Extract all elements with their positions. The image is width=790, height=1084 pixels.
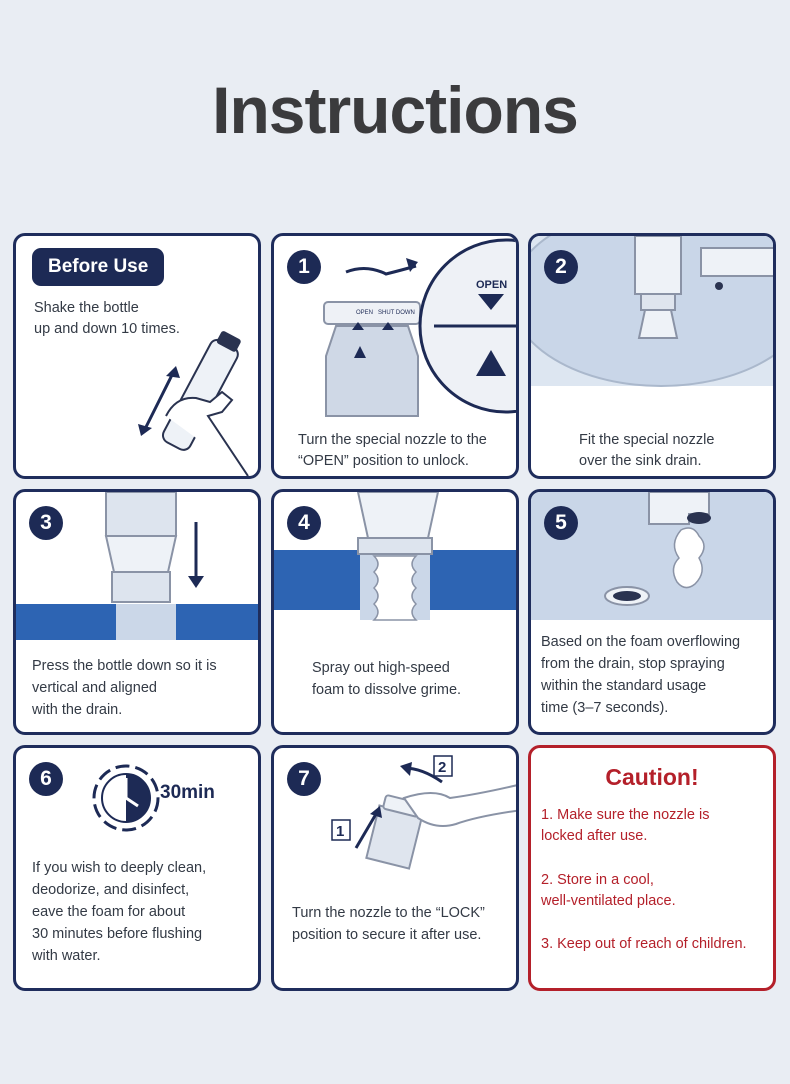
small-shut-label: SHUT DOWN (378, 310, 415, 316)
step-1-text-2: “OPEN” position to unlock. (298, 453, 469, 469)
caution-title: Caution! (605, 764, 699, 790)
step-7-text-1: Turn the nozzle to the “LOCK” (292, 905, 485, 921)
step-6-text-3: eave the foam for about (32, 904, 186, 920)
step-5-badge: 5 (544, 506, 578, 540)
step-2-text-1: Fit the special nozzle (579, 432, 715, 448)
step-5-text-4: time (3–7 seconds). (541, 700, 669, 716)
caution-item-2-line-1: 2. Store in a cool, (541, 872, 654, 888)
step-1-text-1: Turn the special nozzle to the (298, 432, 487, 448)
step-3-text-2: vertical and aligned (32, 680, 157, 696)
step-6-text-4: 30 minutes before flushing (32, 926, 203, 942)
shake-bottle-illustration (16, 236, 261, 479)
timer-label: 30min (160, 782, 215, 803)
card-step-1 (271, 233, 519, 479)
step-7-badge: 7 (287, 762, 321, 796)
step-6-text-2: deodorize, and disinfect, (32, 882, 190, 898)
card-step-7 (271, 745, 519, 991)
card-step-5 (528, 489, 776, 735)
step-4-text-2: foam to dissolve grime. (312, 682, 462, 698)
step-2-text-2: over the sink drain. (579, 453, 702, 469)
step-6-text-1: If you wish to deeply clean, (32, 860, 207, 876)
step-3-text-1: Press the bottle down so it is (32, 658, 217, 674)
card-caution (528, 745, 776, 991)
step-4-text-1: Spray out high-speed (312, 660, 450, 676)
step-1-badge: 1 (287, 250, 321, 284)
step-6-text-5: with water. (32, 948, 101, 964)
step-4-badge: 4 (287, 506, 321, 540)
caution-item-1-line-2: locked after use. (541, 828, 648, 844)
step-3-text-3: with the drain. (32, 702, 123, 718)
step-5-text-3: within the standard usage (541, 678, 707, 694)
step-5-text-2: from the drain, stop spraying (541, 656, 725, 672)
caution-item-2-line-2: well-ventilated place. (541, 893, 676, 909)
page-title: Instructions (212, 73, 578, 147)
step-2-badge: 2 (544, 250, 578, 284)
substep-2-label: 2 (438, 759, 447, 776)
step-3-badge: 3 (29, 506, 63, 540)
step-7-text-2: position to secure it after use. (292, 927, 482, 943)
step-5-text-1: Based on the foam overflowing (541, 634, 741, 650)
before-use-label: Before Use (32, 248, 164, 286)
card-step-2 (528, 233, 776, 479)
before-use-text-1: Shake the bottle (34, 300, 139, 316)
before-use-text-2: up and down 10 times. (34, 321, 180, 337)
caution-item-1-line-1: 1. Make sure the nozzle is (541, 807, 710, 823)
card-step-6 (13, 745, 261, 991)
open-label: OPEN (476, 279, 508, 291)
small-open-label: OPEN (356, 310, 374, 316)
step-6-badge: 6 (29, 762, 63, 796)
card-step-4 (271, 489, 519, 735)
substep-1-label: 1 (336, 823, 345, 840)
card-step-3 (13, 489, 261, 735)
card-before-use (13, 233, 261, 479)
caution-item-3: 3. Keep out of reach of children. (541, 936, 747, 952)
